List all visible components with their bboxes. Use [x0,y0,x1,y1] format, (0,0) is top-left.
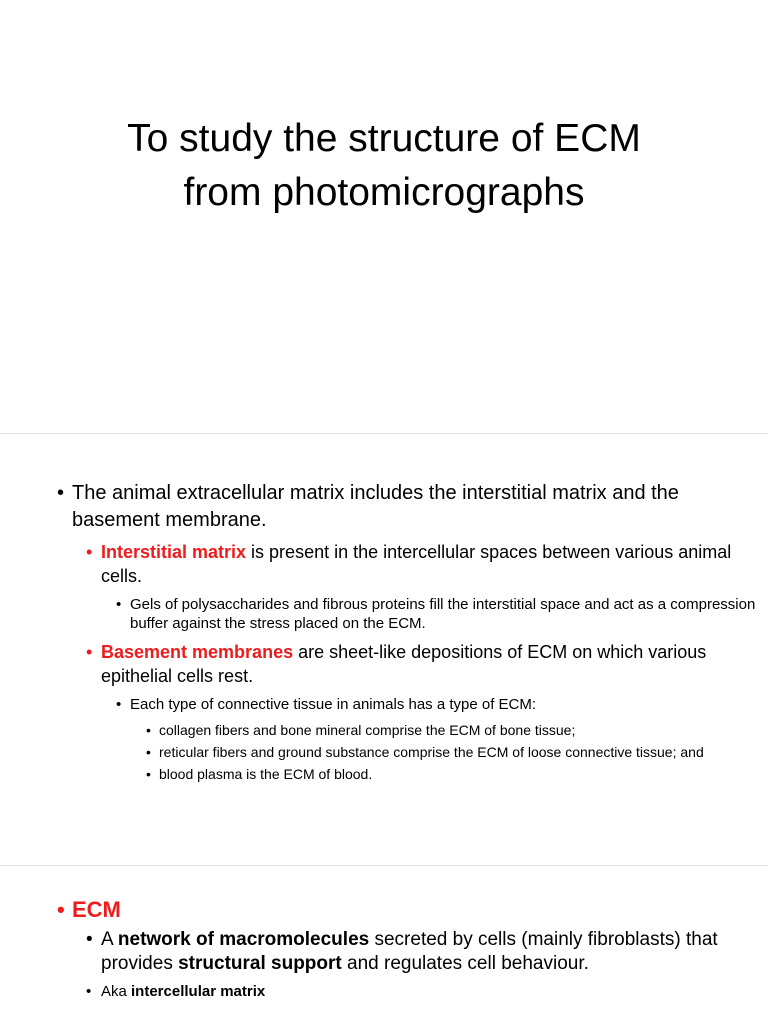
ecm-heading: ECM [72,897,121,922]
bullet-glyph: • [86,929,93,950]
bullet-text: secreted by cells (mainly fibroblasts) that provides [101,929,718,974]
bullet-glyph: • [146,766,151,782]
bullet-interstitial-matrix [0,540,768,588]
bullet-text: A [101,929,118,950]
slide-title-heading [40,112,728,220]
bullet-text: Gels of polysaccharides and fibrous proteins fill the interstitial space and act as a compression buffer against the stress placed on the ECM. [130,596,756,632]
title-line-2: from photomicrographs [183,171,585,214]
term-basement-membranes: Basement membranes [101,642,294,662]
bullet-ecm-definition [0,928,768,976]
list-item [0,743,768,761]
slide-ecm-types [0,434,768,864]
bullet-glyph: • [116,596,122,613]
bullet-extracellular-matrix [0,480,768,534]
list-item [0,765,768,783]
bullet-text: are sheet-like depositions of ECM on which various epithelial cells rest. [101,642,707,686]
bullet-text: The animal extracellular matrix includes the interstitial matrix and the basement membrane. [72,482,679,531]
bullet-connective-tissue [0,695,768,714]
bullet-text: and regulates cell behaviour. [341,953,589,974]
bullet-text: is present in the intercellular spaces between various animal cells. [101,542,732,586]
slide-ecm-definition [0,866,768,1024]
bullet-text: Each type of connective tissue in animals has a type of ECM: [130,696,537,713]
bullet-basement-membranes [0,640,768,688]
bullet-glyph: • [146,722,151,738]
bullet-glyph: • [116,696,122,713]
bullet-text: reticular fibers and ground substance comprise the ECM of loose connective tissue; and [159,744,704,760]
bullet-text: blood plasma is the ECM of blood. [159,766,373,782]
bullet-glyph: • [86,542,93,562]
bullet-glyph: • [57,897,65,922]
bullet-text: collagen fibers and bone mineral comprise the ECM of bone tissue; [159,722,576,738]
term-structural-support: structural support [178,953,342,974]
term-interstitial-matrix: Interstitial matrix [101,542,247,562]
bullet-glyph: • [86,983,92,1000]
bullet-glyph: • [146,744,151,760]
title-line-1: To study the structure of ECM [127,117,641,160]
bullet-list [0,480,768,787]
slide-title [0,0,768,432]
bullet-ecm-heading [0,895,768,925]
bullet-glyph: • [57,482,65,504]
term-intercellular-matrix: intercellular matrix [131,983,266,1000]
bullet-ecm-aka [0,982,768,1002]
bullet-text: Aka [101,983,132,1000]
bullet-list [0,895,768,1002]
list-item [0,721,768,739]
term-network-of-macromolecules: network of macromolecules [117,929,370,950]
bullet-interstitial-detail [0,595,768,633]
bullet-glyph: • [86,642,93,662]
